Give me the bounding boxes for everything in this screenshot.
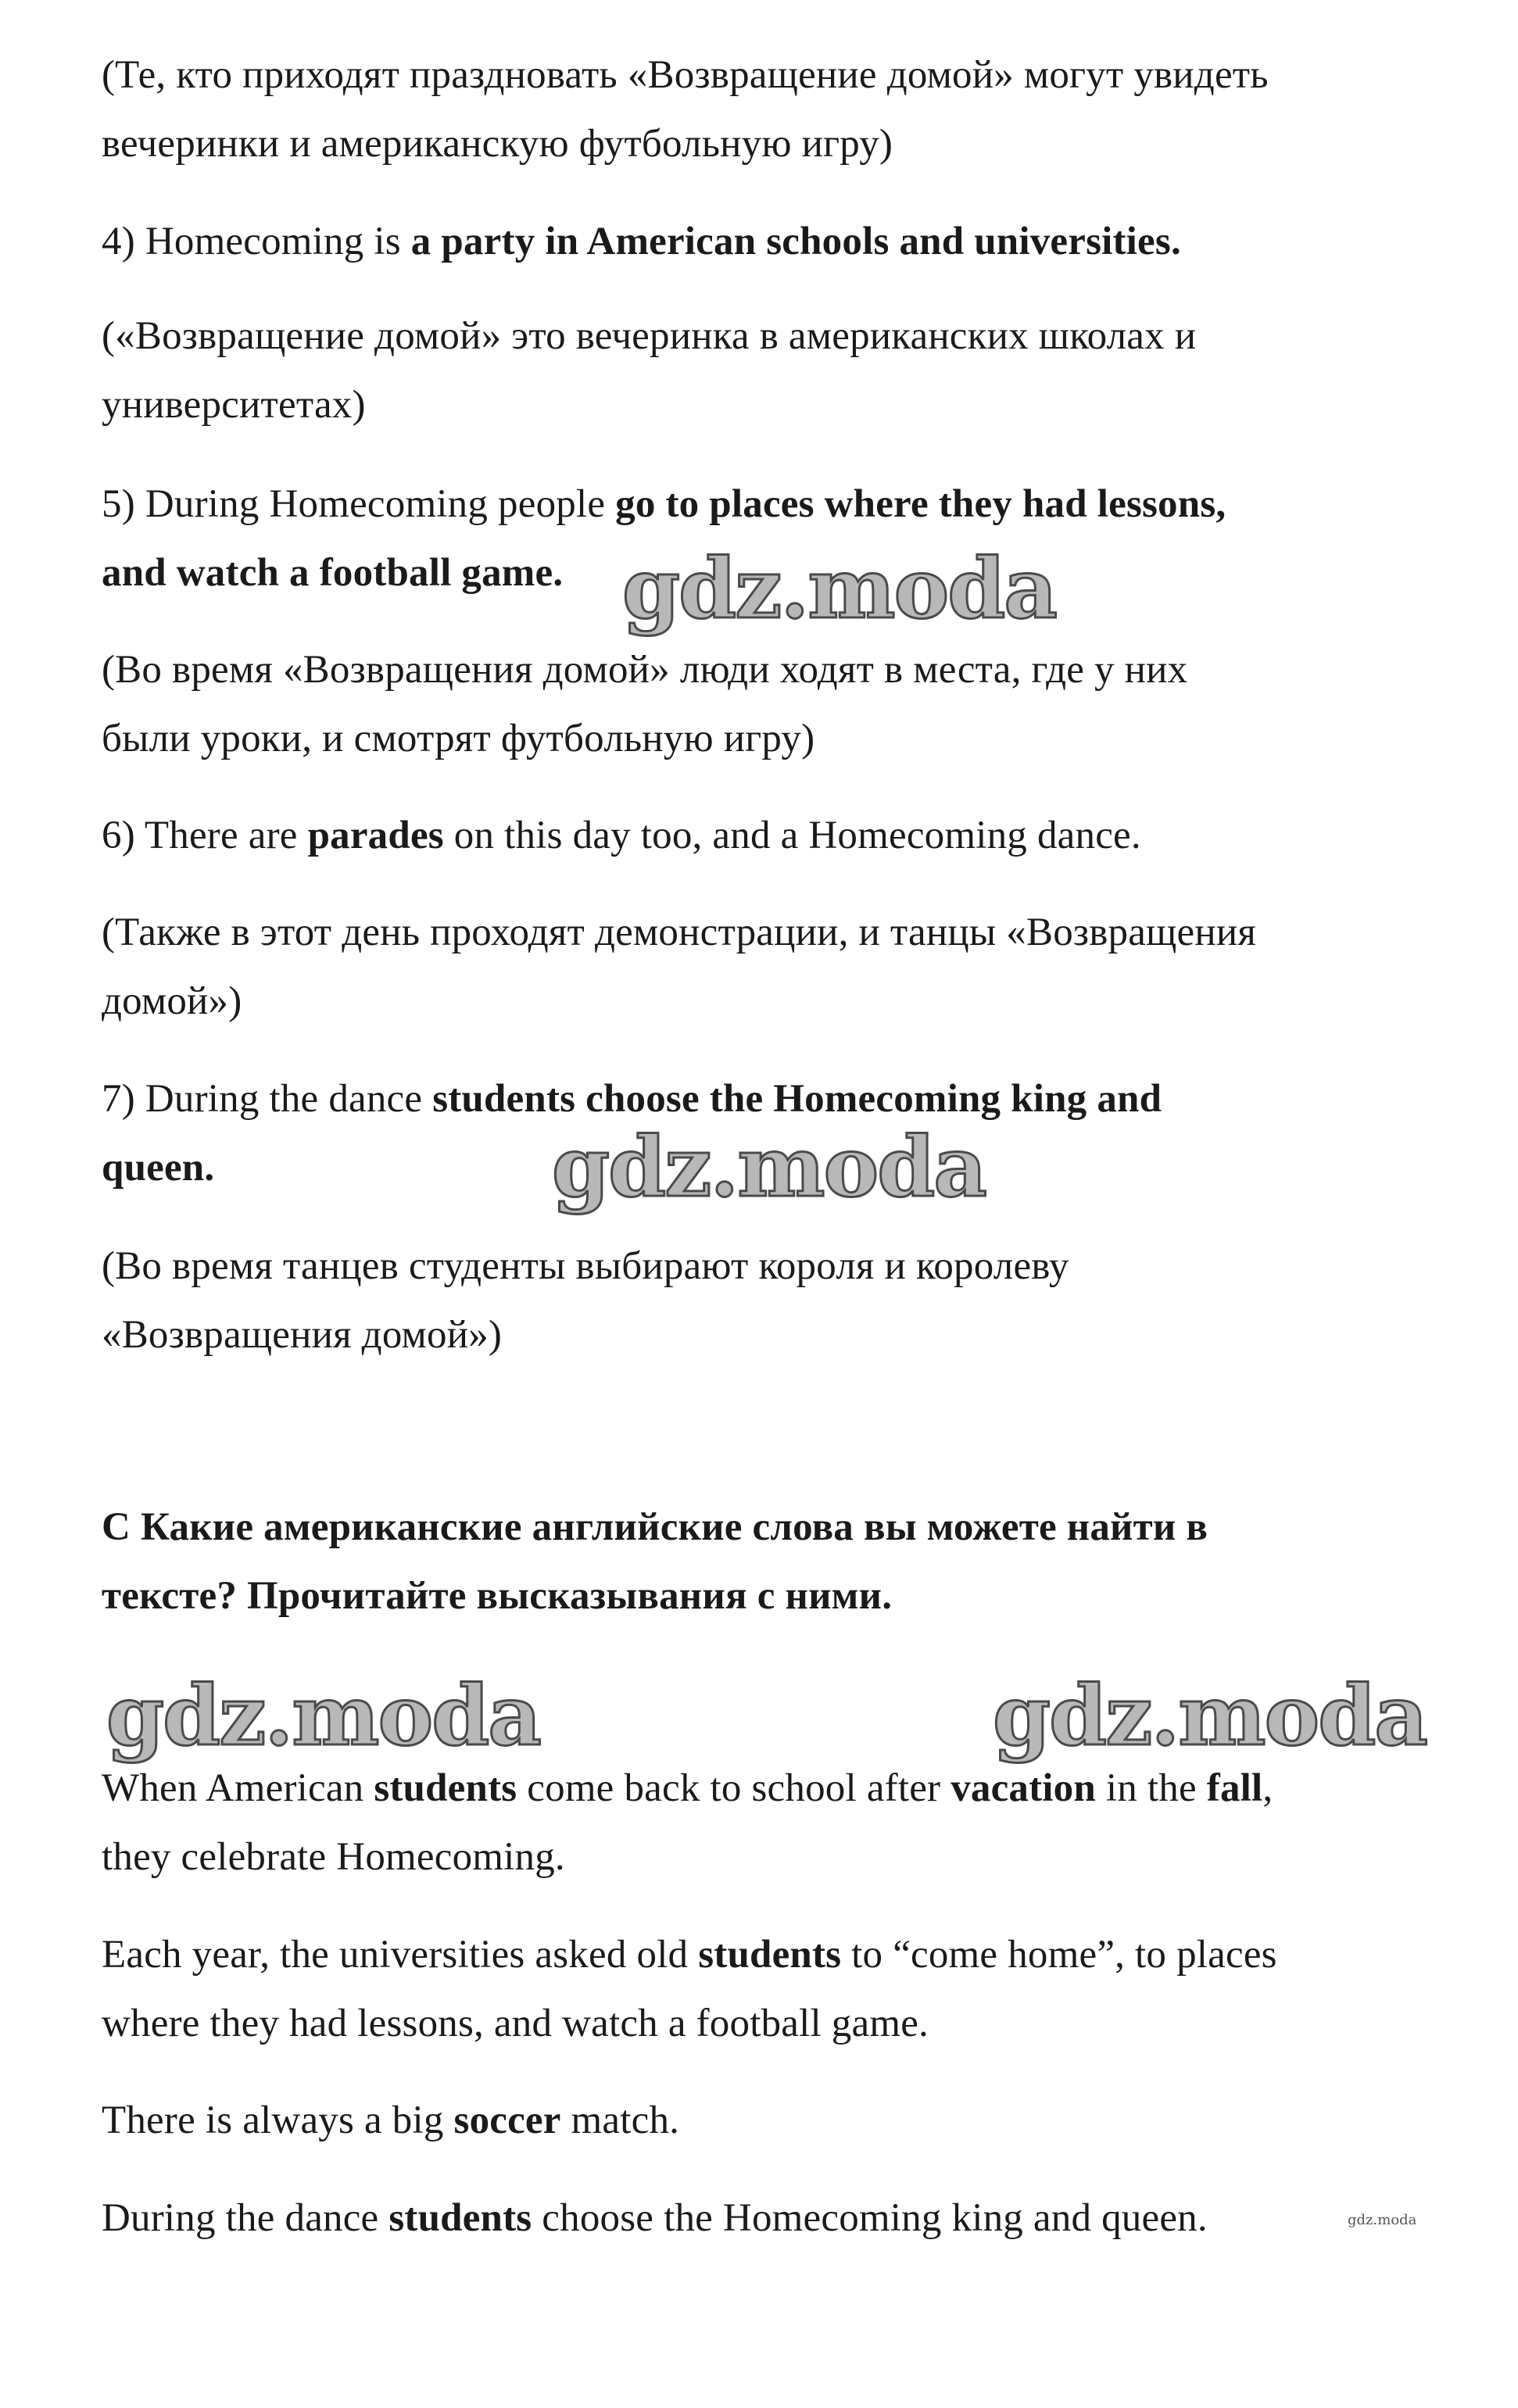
american-word: soccer: [453, 2099, 561, 2142]
text-line: (Во время танцев студенты выбирают короля и королеву: [102, 1244, 1069, 1288]
answer-bold: students choose the Homecoming king and: [432, 1077, 1162, 1121]
answer-bold: and watch a football game.: [102, 551, 564, 595]
text-run: ,: [1262, 1766, 1273, 1810]
sentence-1: [102, 1754, 1430, 1891]
text-line: («Возвращение домой» это вечеринка в американских школах и: [102, 314, 1197, 358]
text-run: Each year, the universities asked old: [102, 1933, 699, 1977]
translation-paragraph-6: [102, 898, 1430, 1036]
american-word: vacation: [951, 1766, 1096, 1810]
translation-paragraph-3: [102, 41, 1430, 178]
text-run: There is always a big: [102, 2099, 454, 2142]
answer-bold: parades: [307, 814, 444, 857]
text-run: to “come home”, to places: [841, 1933, 1277, 1977]
text-line: «Возвращения домой»): [102, 1313, 503, 1357]
text-line: (Те, кто приходят праздновать «Возвращение домой» могут увидеть: [102, 53, 1269, 97]
sentence-4: [102, 2184, 1430, 2252]
answer-bold: a party in American schools and universities.: [410, 220, 1181, 263]
watermark-logo: gdz.moda: [552, 1118, 986, 1215]
translation-paragraph-7: [102, 1232, 1430, 1369]
text-run: in the: [1095, 1766, 1207, 1810]
text-line: (Во время «Возвращения домой» люди ходят в места, где у них: [102, 648, 1188, 692]
heading-line: тексте? Прочитайте высказывания с ними.: [102, 1574, 893, 1618]
sentence-2: [102, 1920, 1430, 2058]
american-word: students: [374, 1766, 517, 1810]
heading-line: C Какие американские английские слова вы можете найти в: [102, 1505, 1208, 1549]
text-run: choose the Homecoming king and queen.: [532, 2196, 1208, 2240]
watermark-logo: gdz.moda: [622, 539, 1056, 637]
text-run: match.: [560, 2099, 680, 2142]
text-line: (Также в этот день проходят демонстрации, и танцы «Возвращения: [102, 911, 1257, 954]
text-run: come back to school after: [517, 1766, 951, 1810]
text-line: вечеринки и американскую футбольную игру): [102, 122, 893, 166]
american-word: students: [388, 2196, 532, 2240]
text-line: where they had lessons, and watch a football game.: [102, 2002, 929, 2045]
answer-paragraph-6: [102, 801, 1430, 870]
text-run: 7) During the dance: [102, 1077, 433, 1121]
text-line: университетах): [102, 383, 366, 427]
translation-paragraph-4: [102, 302, 1430, 439]
text-line: they celebrate Homecoming.: [102, 1835, 565, 1879]
watermark-small: gdz.moda: [1348, 2212, 1417, 2228]
text-run: When American: [102, 1766, 374, 1810]
sentence-3: [102, 2086, 1430, 2155]
watermark-logo: gdz.moda: [993, 1666, 1427, 1764]
text-line: были уроки, и смотрят футбольную игру): [102, 717, 815, 760]
section-c-heading: [102, 1493, 1430, 1630]
american-word: students: [698, 1933, 842, 1977]
text-run: 5) During Homecoming people: [102, 482, 616, 526]
text-run: on this day too, and a Homecoming dance.: [443, 814, 1141, 857]
text-line: домой»): [102, 979, 242, 1023]
watermark-logo: gdz.moda: [106, 1666, 540, 1764]
translation-paragraph-5: [102, 635, 1430, 773]
answer-bold: go to places where they had lessons,: [615, 482, 1226, 526]
american-word: fall: [1206, 1766, 1263, 1810]
text-run: 4) Homecoming is: [102, 220, 411, 263]
text-run: During the dance: [102, 2196, 389, 2240]
answer-bold: queen.: [102, 1146, 215, 1190]
answer-paragraph-4: [102, 207, 1430, 276]
text-run: 6) There are: [102, 814, 308, 857]
